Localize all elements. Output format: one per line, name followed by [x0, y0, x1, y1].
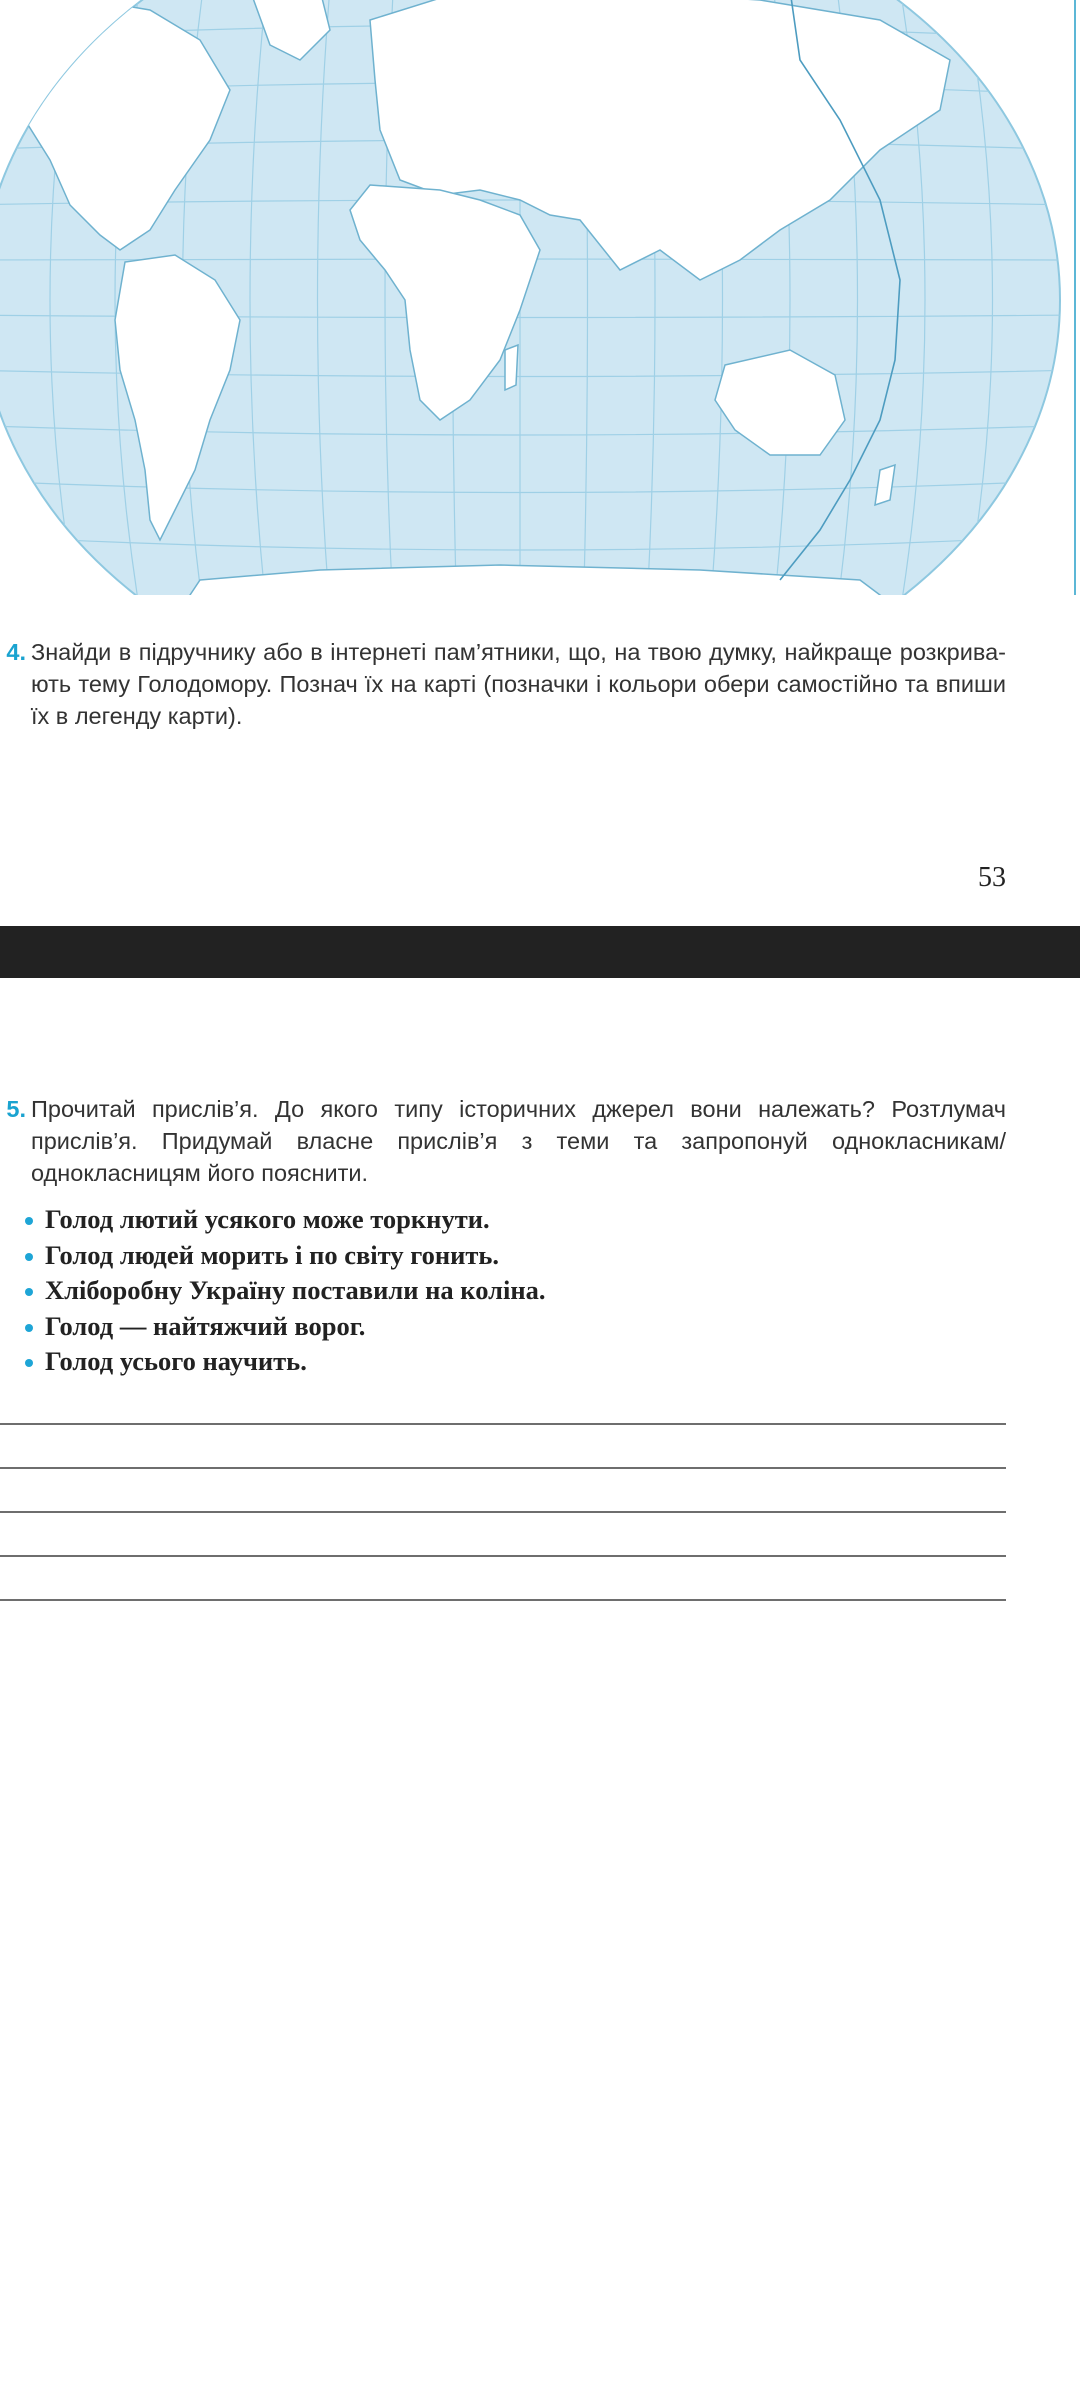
proverb-text: Голод усього научить.: [45, 1346, 307, 1376]
list-item: [22, 1309, 546, 1345]
madagascar: [505, 345, 518, 390]
bullet-dot-icon: [25, 1324, 33, 1332]
task-4-number: 4.: [6, 639, 26, 665]
bullet-dot-icon: [25, 1217, 33, 1225]
task-4: [0, 636, 1006, 732]
map-right-border: [1074, 0, 1076, 595]
bullet-dot-icon: [25, 1288, 33, 1296]
task-4-text: Знайди в підручнику або в інтернеті пам’ятники, що, на твою думку, найкраще розкривають тему Голодомору. Познач їх на карті (позначки і кольори обери самостійно та впиши їх в легенду карти).: [31, 639, 1006, 729]
page-number: 53: [978, 862, 1006, 893]
task-5-number: 5.: [6, 1096, 26, 1122]
world-map-svg: [0, 0, 1080, 595]
proverbs-list: [22, 1202, 546, 1380]
list-item: [22, 1273, 546, 1309]
answer-line[interactable]: [0, 1599, 1006, 1601]
proverb-text: Голод — найтяжчий ворог.: [45, 1310, 366, 1341]
bullet-dot-icon: [25, 1359, 33, 1367]
answer-line[interactable]: [0, 1555, 1006, 1557]
page-separator-band: [0, 926, 1080, 978]
list-item: [22, 1202, 546, 1238]
task-5-text: Прочитай прислів’я. До якого типу історичних джерел вони належать? Розтлумач прислів’я. Придумай власне прислів’я з теми та запропонуй однокласникам/однокласницям його пояснити.: [31, 1096, 1006, 1186]
task-5: [0, 1093, 1006, 1189]
proverb-text: Голод людей морить і по світу гонить.: [45, 1239, 500, 1270]
answer-line[interactable]: [0, 1467, 1006, 1469]
list-item: [22, 1238, 546, 1274]
bullet-dot-icon: [25, 1253, 33, 1261]
world-outline-map: [0, 0, 1080, 595]
proverb-text: Голод лютий усякого може торкнути.: [45, 1204, 490, 1234]
answer-line[interactable]: [0, 1511, 1006, 1513]
answer-line[interactable]: [0, 1423, 1006, 1425]
proverb-text: Хліборобну Україну поставили на коліна.: [45, 1275, 546, 1305]
list-item: [22, 1344, 546, 1380]
